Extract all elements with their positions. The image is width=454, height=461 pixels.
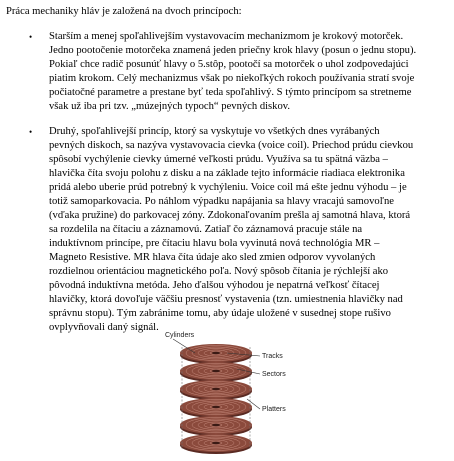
cylinders-label: Cylinders <box>165 332 195 339</box>
platters-label: Platters <box>262 406 286 413</box>
paragraph-stepper-motor <box>49 30 449 114</box>
paragraph-line: Jedno pootočenie motorčeka znamená jeden priečny krok hlavy (posun o jednu stopu). <box>49 45 417 56</box>
paragraph-line: pridá alebo uberie prúd potrebný k vychýleniu. Voice coil má ešte jednu výhodu – je <box>49 182 407 193</box>
paragraph-line: pevných diskoch, sa nazýva vystavovacia cievka (voice coil). Priechod prúdu cievkou <box>49 140 414 151</box>
platter <box>180 380 252 400</box>
paragraph-voice-coil <box>49 125 449 335</box>
platter-hub <box>212 406 220 408</box>
platter <box>180 398 252 418</box>
platter-hub <box>212 370 220 372</box>
paragraph-line: sa rozdelila na čítaciu a záznamovú. Zatiaľ čo záznamová pracuje stále na <box>49 224 363 235</box>
paragraph-line: hlavička číta svoju polohu z disku a na základe tejto informácie riadiaca elektronika <box>49 168 405 179</box>
bullet-symbol: • <box>29 127 33 137</box>
paragraph-line: piatim krokom. Celý mechanizmus však po niekoľkých rokoch používania stratí svoje <box>49 73 415 84</box>
paragraph-line: (vďaka pružine) do parkovacej zóny. Zdokonaľovaním prešla aj samotná hlava, ktorá <box>49 210 411 221</box>
bullet-symbol: • <box>29 32 33 42</box>
paragraph-line: však už iba pri tzv. „múzejných typoch“ pevných diskov. <box>49 101 291 112</box>
paragraph-line: Pokiaľ chce radič posunúť hlavy o 5.stôp, pootočí sa motorček o uhol zodpovedajúci <box>49 59 409 70</box>
paragraph-line: spôsobí vychýlenie cievky úmerné veľkosti prúdu. Využíva sa tu spätná väzba – <box>49 154 388 165</box>
platter-hub <box>212 352 220 354</box>
platter-stack <box>180 344 252 454</box>
paragraph-line: pôvodná induktívna metóda. Jeho ďalšou výhodou je nepatrná veľkosť čítacej <box>49 280 380 291</box>
paragraph-line: rozdielnou orientáciou magnetického poľa. Nový spôsob čítania je rýchlejší ako <box>49 266 389 277</box>
disk-platters-figure <box>155 331 305 461</box>
platter <box>180 362 252 382</box>
sectors-label: Sectors <box>262 371 286 378</box>
paragraph-line: induktívnom princípe, pre čítaciu hlavu bola vyvinutá nová technológia MR – <box>49 238 380 249</box>
platter-hub <box>212 424 220 426</box>
paragraph-line: Magneto Resistive. MR hlava číta údaje ako sled zmien odporov vyvolaných <box>49 252 376 263</box>
platter-hub <box>212 388 220 390</box>
paragraph-line: Druhý, spoľahlivejší princíp, ktorý sa vyskytuje vo všetkých dnes vyrábaných <box>49 126 380 137</box>
platter <box>180 416 252 436</box>
paragraph-line: správnu stopu). Tým zabránime tomu, aby údaje uložené v susednej stope rušivo <box>49 308 391 319</box>
paragraph-line: Starším a menej spoľahlivejším vystavovacím mechanizmom je krokový motorček. <box>49 31 404 42</box>
paragraph-line: ovplyvňovali daný signál. <box>49 322 159 333</box>
platter <box>180 434 252 454</box>
paragraph-line: totiž samoparkovacia. Po náhlom výpadku napájania sa hlavy vracajú samovoľne <box>49 196 394 207</box>
tracks-label: Tracks <box>262 353 283 360</box>
paragraph-line: počiatočné parametre a prestane byť teda spoľahlivý. S týmto princípom sa stretneme <box>49 87 412 98</box>
platter-hub <box>212 442 220 444</box>
intro-text: Práca mechaniky hláv je založená na dvoch princípoch: <box>6 6 242 17</box>
paragraph-line: hlavičky, ktorá dovoľuje väčšiu presnosť vystavenia (tzn. umiestnenia hlavičky nad <box>49 294 403 305</box>
